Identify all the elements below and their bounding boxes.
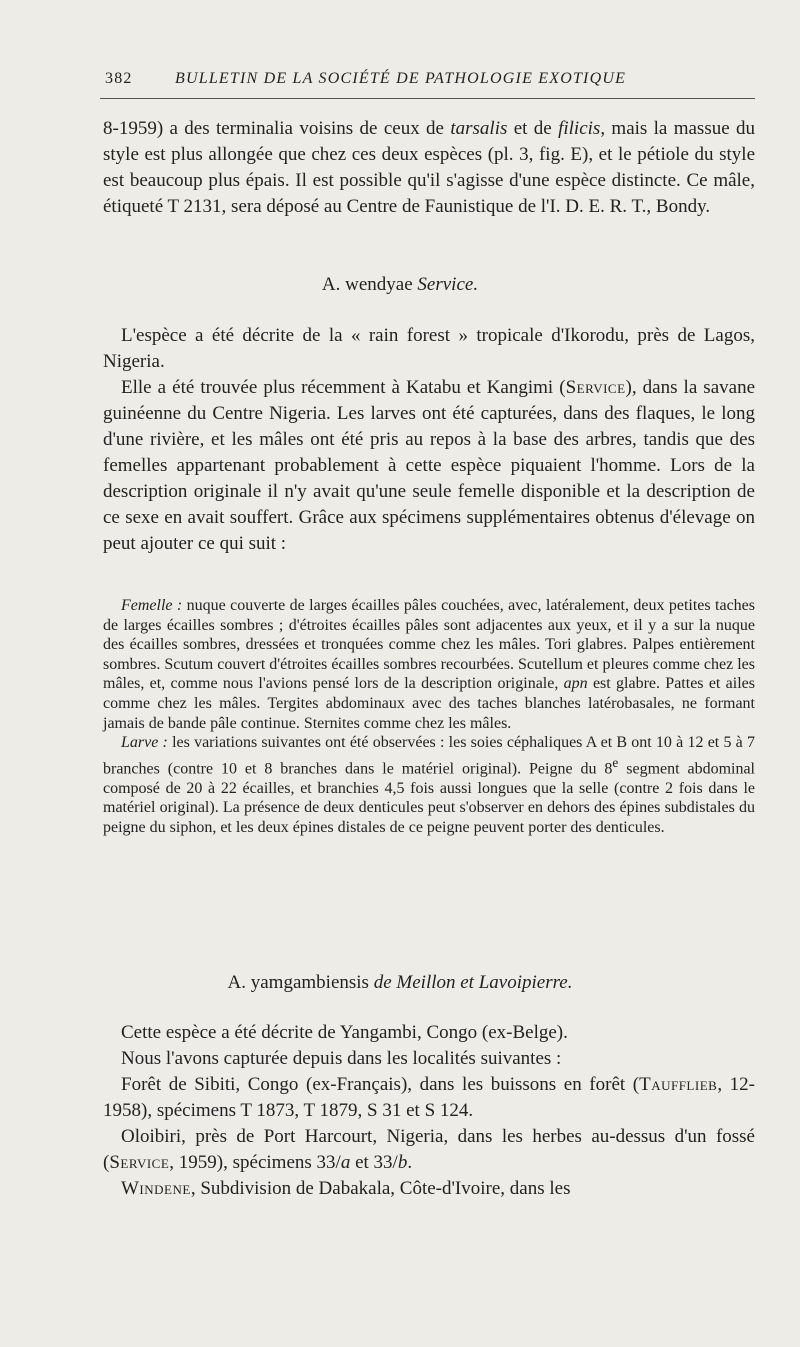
paragraph: Nous l'avons capturée depuis dans les localités suivantes :: [121, 1048, 562, 1069]
intro-paragraph: [103, 116, 755, 220]
heading-author: de Meillon et Lavoipierre.: [373, 972, 573, 993]
paragraph: L'espèce a été décrite de la « rain forest » tropicale d'Ikorodu, près de Lagos, Nigeria.: [103, 325, 755, 372]
author-name: Service: [565, 377, 626, 398]
text-run: Oloibiri, près de Port Harcourt, Nigeria, dans les herbes au-dessus d'un fossé (: [103, 1126, 755, 1173]
heading-author: Service.: [417, 274, 479, 295]
italic-term: a: [340, 1152, 351, 1173]
yamgambiensis-body: [103, 1020, 755, 1202]
text-run: les variations suivantes ont été observées : les soies céphaliques A et B ont 10 à 12 et 5 à 7 branches (contre 10 et 8 branches dans le matériel original). Peigne du 8: [103, 734, 755, 778]
text-run: .: [407, 1152, 413, 1173]
femelle-label: Femelle :: [121, 597, 183, 614]
paragraph: [103, 1072, 755, 1124]
heading-species: A. yamgambiensis: [227, 972, 374, 993]
text-run: , mais la massue du style est plus allongée que chez ces deux espèces (pl. 3, fig. E), et le pétiole du style est beaucoup plus épais. Il est possible qu'il s'agisse d'une espèce distincte. Ce mâle, étiqueté T 2131, sera déposé au Centre de Faunistique de l'I. D. E. R. T., Bondy.: [103, 118, 756, 217]
text-run: nuque couverte de larges écailles pâles couchées, avec, latéralement, deux petites taches de larges écailles sombres ; d'étroites écailles pâles sont adjacentes aux yeux, et il y a sur la nuque des écailles sombres, dressées et tronquées comme chez les mâles. Tori glabres. Palpes entièrement sombres. Scutum couvert d'étroites écailles sombres recourbées. Scutellum et pleures comme chez les mâles, et, comme nous l'avions pensé lors de la description originale,: [103, 597, 755, 693]
header-rule: [100, 98, 755, 99]
italic-term: apn: [563, 675, 588, 693]
paragraph: Cette espèce a été décrite de Yangambi, Congo (ex-Belge).: [121, 1022, 568, 1043]
species-name: filicis: [558, 118, 601, 139]
author-name: Service: [109, 1152, 170, 1173]
journal-title: BULLETIN DE LA SOCIÉTÉ DE PATHOLOGIE EXOTIQUE: [175, 70, 627, 87]
text-run: , Subdivision de Dabakala, Côte-d'Ivoire, dans les: [190, 1178, 571, 1199]
running-header: [105, 66, 755, 92]
italic-term: b: [397, 1152, 408, 1173]
text-run: et 33/: [350, 1152, 398, 1173]
text-run: segment abdominal composé de 20 à 22 écailles, et branchies 4,5 fois aussi longues que la selle (contre 2 fois dans le matériel original). La présence de deux denticules peut s'observer en dehors des épines subdistales du peigne du siphon, et les deux épines distales de ce peigne peuvent porter des denticules.: [103, 760, 756, 836]
species-name: tarsalis: [450, 118, 508, 139]
heading-species: A. wendyae: [321, 274, 418, 295]
text-run: 8-1959) a des terminalia voisins de ceux de: [103, 118, 451, 139]
paragraph: [103, 375, 755, 557]
paragraph-femelle: [103, 596, 755, 733]
larve-label: Larve :: [121, 734, 168, 752]
author-name: Taufflieb: [639, 1074, 718, 1095]
paragraph: [103, 1176, 755, 1202]
wendyae-body: [103, 323, 755, 557]
paragraph: [103, 1124, 755, 1176]
text-run: et de: [507, 118, 559, 139]
text-run: , 12-1958), spécimens T 1873, T 1879, S 31 et S 124.: [103, 1074, 755, 1121]
paragraph: [103, 116, 755, 220]
place-name: Windene: [121, 1178, 191, 1199]
wendyae-description: [103, 596, 755, 837]
text-run: , 1959), spécimens 33/: [169, 1152, 341, 1173]
section-heading-yamgambiensis: [0, 972, 800, 994]
section-heading-wendyae: [0, 274, 800, 296]
page-number: 382: [105, 70, 133, 87]
text-run: ), dans la savane guinéenne du Centre Nigeria. Les larves ont été capturées, dans des flaques, le long d'une rivière, et les mâles ont été pris au repos à la base des arbres, tandis que des femelles appartenant probablement à cette espèce piquaient l'homme. Lors de la description originale il n'y avait qu'une seule femelle disponible et la description de ce sexe en avait souffert. Grâce aux spécimens supplémentaires obtenus d'élevage on peut ajouter ce qui suit :: [103, 377, 755, 554]
superscript: e: [612, 754, 619, 770]
text-run: est glabre. Pattes et ailes comme chez les mâles. Tergites abdominaux avec des taches blanches latérobasales, ne formant jamais de bande pâle continue. Sternites comme chez les mâles.: [103, 675, 756, 732]
text-run: Forêt de Sibiti, Congo (ex-Français), dans les buissons en forêt (: [121, 1074, 640, 1095]
text-run: Elle a été trouvée plus récemment à Katabu et Kangimi (: [121, 377, 566, 398]
paragraph-larve: [103, 733, 755, 837]
